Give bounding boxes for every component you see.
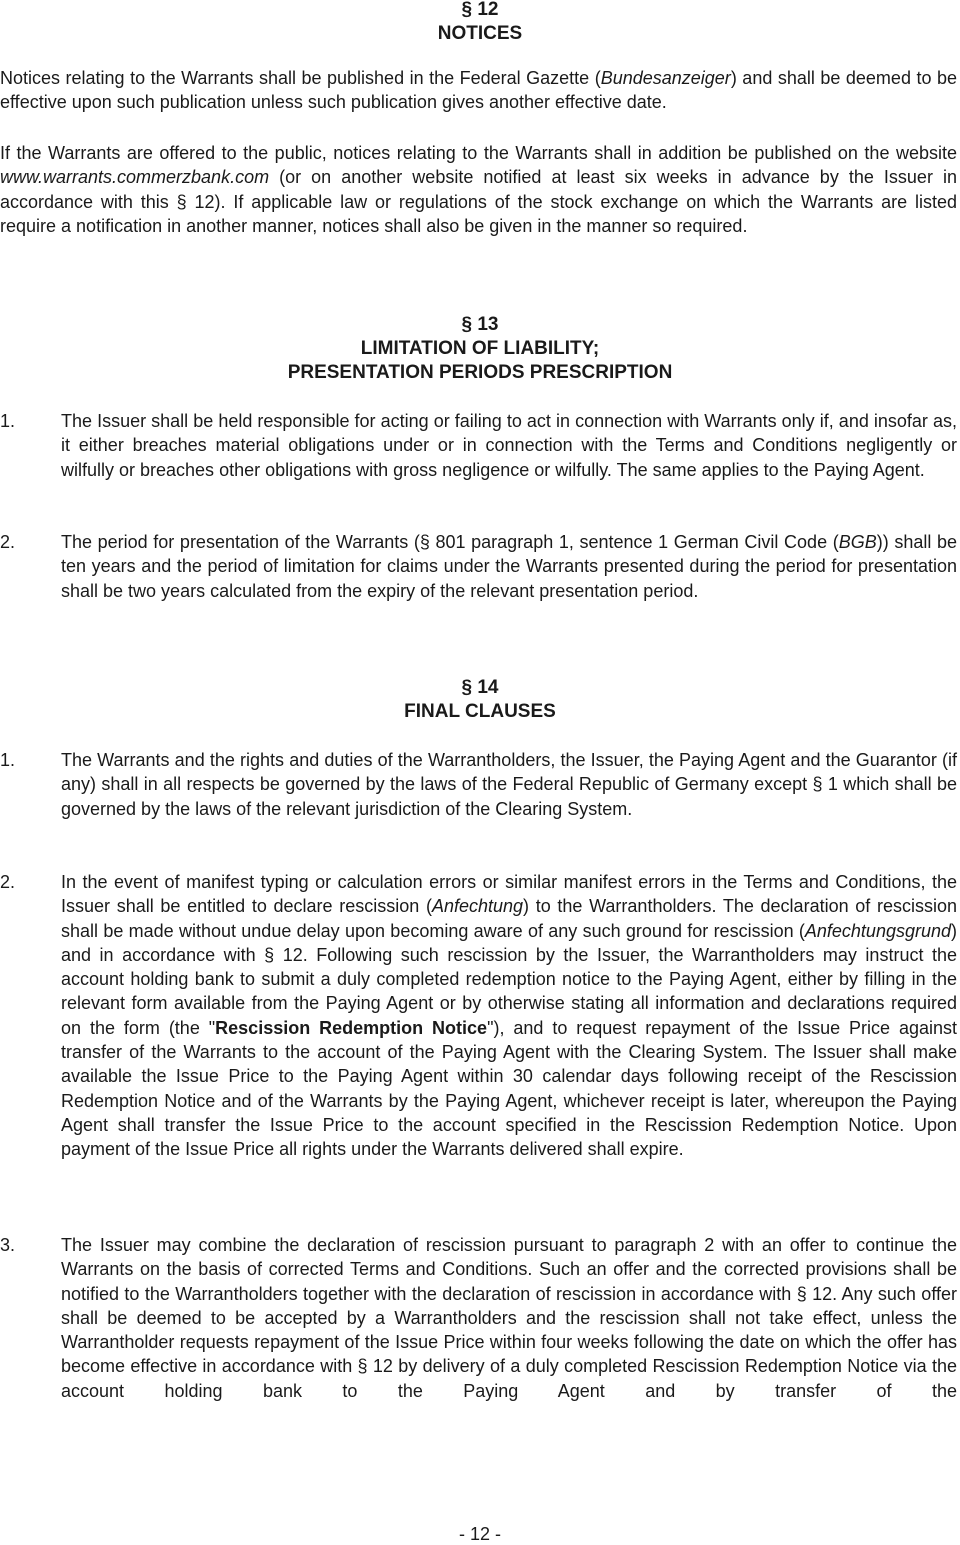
section-13-number: § 13 — [461, 314, 499, 335]
section-14-number: § 14 — [461, 677, 499, 698]
section-13-title-line-1: LIMITATION OF LIABILITY; — [360, 338, 600, 359]
anfechtung-term: Anfechtung — [431, 896, 524, 917]
section-12-title: NOTICES — [437, 23, 523, 44]
section-12-paragraph-1: Notices relating to the Warrants shall be published in the Federal Gazette (Bundesanzeiger) and shall be deemed to be effective upon such publication unless such publication gives another effective date. — [0, 68, 957, 113]
item-number: 2. — [0, 872, 16, 892]
item-text: In the event of manifest typing or calculation errors or similar manifest errors in the Terms and Conditions, the Issuer shall be entitled to declare rescission (Anfechtung) to the Warrantholders. The declaration of rescission shall be made without undue delay upon becoming aware of any such ground for rescission (Anfechtungsgrund) and in accordance with § 12. Following such rescission by the Issuer, the Warrantholders may instruct the account holding bank to submit a duly completed redemption notice to the Paying Agent, either by filling in the relevant form available from the Paying Agent or by otherwise stating all information and declarations required on the form (the "Rescission Redemption Notice"), and to request repayment of the Issue Price against transfer of the Warrants to the account of the Paying Agent with the Clearing System. The Issuer shall make available the Issue Price to the Paying Agent within 30 calendar days following receipt of the Rescission Redemption Notice and of the Warrants by the Paying Agent, whichever receipt is later, whereupon the Paying Agent shall transfer the Issue Price to the account specified in the Rescission Redemption Notice. Upon payment of the Issue Price all rights under the Warrants delivered shall expire. — [61, 872, 957, 1160]
section-13-heading — [0, 313, 960, 385]
section-12-heading — [0, 0, 960, 46]
section-14-item-2 — [0, 870, 957, 1162]
item-text: The Issuer shall be held responsible for acting or failing to act in connection with Warrants only if, and insofar as, it either breaches material obligations under or in connection with the Terms and Conditions negligently or wilfully or breaches other obligations with gross negligence or wilfully. The same applies to the Paying Agent. — [61, 411, 957, 480]
item-text: The Warrants and the rights and duties of the Warrantholders, the Issuer, the Paying Agent and the Guarantor (if any) shall in all respects be governed by the laws of the Federal Republic of Germany except § 1 which shall be governed by the laws of the relevant jurisdiction of the Clearing System. — [61, 750, 957, 819]
section-12-paragraph-2: If the Warrants are offered to the public, notices relating to the Warrants shall in addition be published on the website www.warrants.commerzbank.com (or on another website notified at least six weeks in advance by the Issuer in accordance with this § 12). If applicable law or regulations of the stock exchange on which the Warrants are listed require a notification in another manner, notices shall also be given in the manner so required. — [0, 143, 957, 236]
section-13-item-1 — [0, 409, 957, 482]
section-14-title: FINAL CLAUSES — [404, 701, 556, 722]
anfechtungsgrund-term: Anfechtungsgrund — [804, 920, 951, 941]
item-number: 1. — [0, 750, 16, 770]
item-number: 1. — [0, 411, 16, 431]
item-number: 2. — [0, 532, 16, 552]
bundesanzeiger-term: Bundesanzeiger — [600, 68, 731, 88]
rescission-redemption-notice-term: Rescission Redemption Notice — [215, 1017, 488, 1038]
section-14-heading — [0, 676, 960, 724]
item-number: 3. — [0, 1235, 16, 1255]
item-text: The Issuer may combine the declaration of rescission pursuant to paragraph 2 with an offer to continue the Warrants on the basis of corrected Terms and Conditions. Such an offer and the corrected provisions shall be notified to the Warrantholders together with the declaration of rescission in accordance with § 12. Any such offer shall be deemed to be accepted by a Warrantholders and the rescission shall not take effect, unless the Warrantholder requests repayment of the Issue Price within four weeks following the date on which the offer has become effective in accordance with § 12 by delivery of a duly completed Rescission Redemption Notice via the account holding bank to the Paying Agent and by transfer of the — [61, 1235, 957, 1401]
page-number: - 12 - — [458, 1524, 501, 1544]
item-text: The period for presentation of the Warrants (§ 801 paragraph 1, sentence 1 German Civil Code (BGB)) shall be ten years and the period of limitation for claims under the Warrants presented during the period for presentation shall be two years calculated from the expiry of the relevant presentation period. — [61, 532, 957, 601]
section-13-item-2 — [0, 530, 957, 603]
bgb-term: BGB — [838, 532, 877, 552]
section-14-item-1 — [0, 748, 957, 821]
section-12-number: § 12 — [461, 0, 499, 20]
section-14-item-3 — [0, 1233, 957, 1403]
section-13-title-line-2: PRESENTATION PERIODS PRESCRIPTION — [287, 362, 673, 383]
website-link[interactable]: www.warrants.commerzbank.com — [0, 167, 270, 188]
